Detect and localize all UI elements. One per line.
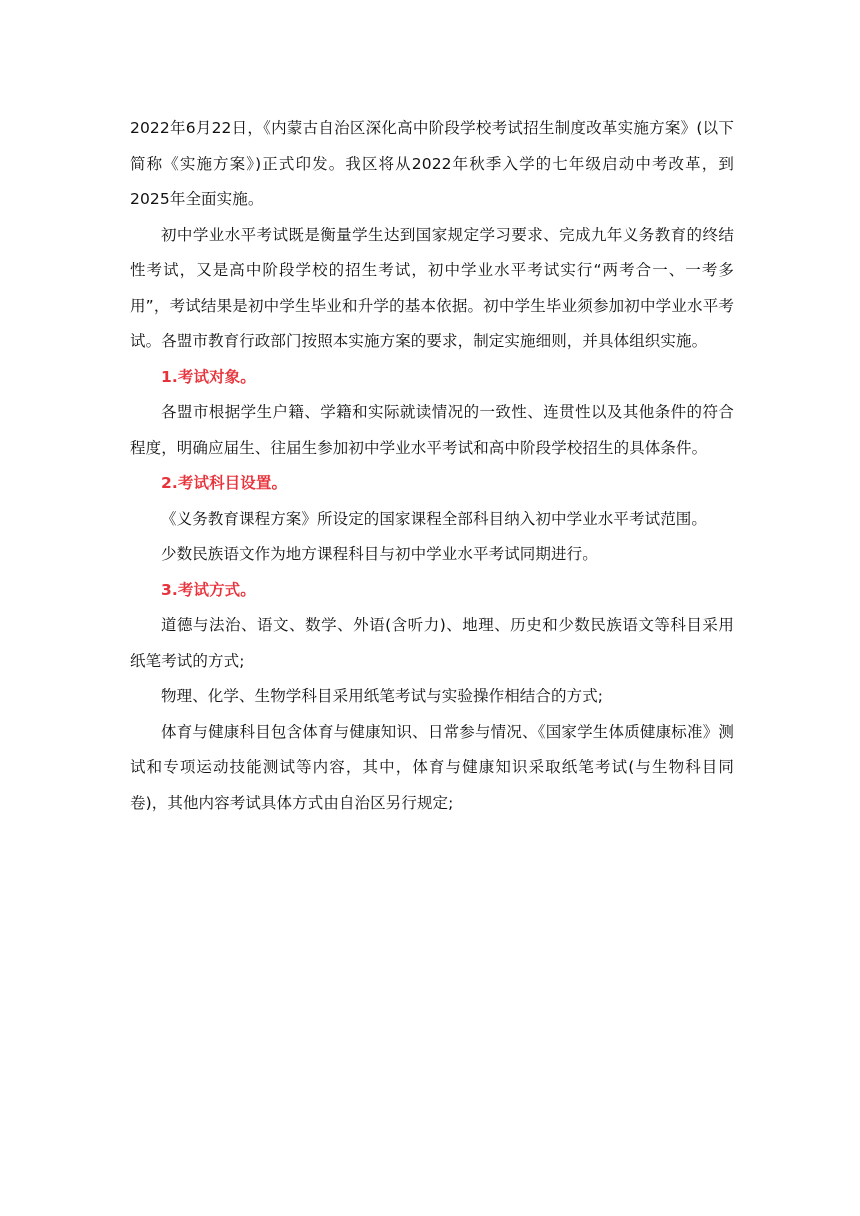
paragraph-exam-overview: 初中学业水平考试既是衡量学生达到国家规定学习要求、完成九年义务教育的终结性考试，又是高中阶段学校的招生考试，初中学业水平考试实行“两考合一、一考多用”，考试结果是初中学生毕业和升学的基本依据。初中学生毕业须参加初中学业水平考试。各盟市教育行政部门按照本实施方案的要求，制定实施细则，并具体组织实施。 — [130, 225, 734, 350]
paragraph-method-lab: 物理、化学、生物学科目采用纸笔考试与实验操作相结合的方式; — [161, 687, 604, 705]
paragraph-method-written: 道德与法治、语文、数学、外语(含听力)、地理、历史和少数民族语文等科目采用纸笔考试的方式; — [130, 616, 734, 670]
section-heading-exam-method: 3.考试方式。 — [161, 580, 256, 599]
document-body — [130, 111, 734, 821]
paragraph-subjects-minority: 少数民族语文作为地方课程科目与初中学业水平考试同期进行。 — [161, 545, 598, 563]
paragraph-exam-target: 各盟市根据学生户籍、学籍和实际就读情况的一致性、连贯性以及其他条件的符合程度，明确应届生、往届生参加初中学业水平考试和高中阶段学校招生的具体条件。 — [130, 403, 734, 457]
paragraph-method-pe: 体育与健康科目包含体育与健康知识、日常参与情况、《国家学生体质健康标准》测试和专项运动技能测试等内容，其中，体育与健康知识采取纸笔考试(与生物科目同卷)，其他内容考试具体方式由自治区另行规定; — [130, 722, 734, 812]
section-heading-subjects: 2.考试科目设置。 — [161, 474, 288, 492]
paragraph-intro: 2022年6月22日，《内蒙古自治区深化高中阶段学校考试招生制度改革实施方案》(以下简称《实施方案》)正式印发。我区将从2022年秋季入学的七年级启动中考改革，到2025年全面实施。 — [130, 119, 734, 208]
paragraph-subjects-national: 《义务教育课程方案》所设定的国家课程全部科目纳入初中学业水平考试范围。 — [161, 509, 708, 528]
section-heading-exam-target: 1.考试对象。 — [161, 367, 256, 386]
